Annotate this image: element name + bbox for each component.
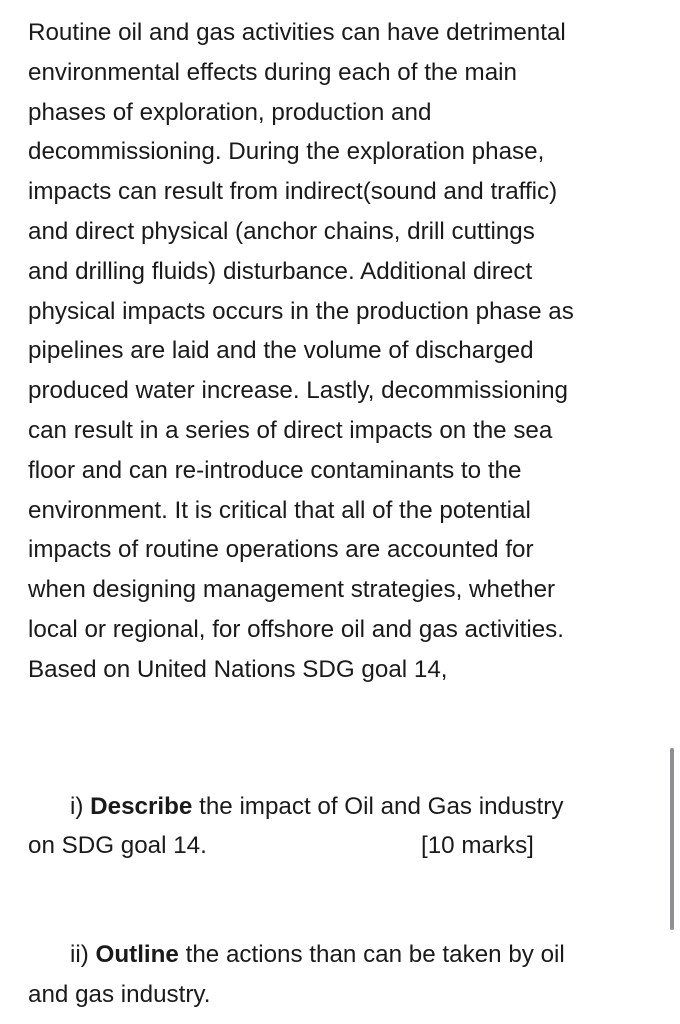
- spacer: [28, 690, 668, 787]
- passage-line: and direct physical (anchor chains, drill cuttings: [28, 217, 535, 245]
- passage-line: when designing management strategies, whether: [28, 576, 556, 604]
- question-1-line-2: [28, 826, 668, 866]
- passage: [28, 13, 668, 690]
- question-1-text: the impact of Oil and Gas industry: [199, 792, 564, 820]
- question-1-line-1: [28, 787, 668, 827]
- question-2-keyword: Outline: [95, 941, 179, 969]
- question-2: [28, 935, 668, 1015]
- document-body: [28, 13, 668, 1015]
- passage-line: environment. It is critical that all of the potential: [28, 496, 531, 524]
- question-2-line-1: [28, 935, 668, 975]
- question-1-keyword: Describe: [90, 792, 193, 820]
- question-1-number: i): [70, 792, 84, 820]
- passage-line: Routine oil and gas activities can have detrimental: [28, 19, 566, 46]
- vertical-scrollbar[interactable]: [670, 748, 674, 930]
- passage-line: can result in a series of direct impacts on the sea: [28, 416, 553, 444]
- question-2-line-2: and gas industry.: [28, 980, 211, 1008]
- passage-line: local or regional, for offshore oil and gas activities.: [28, 615, 564, 643]
- passage-line: pipelines are laid and the volume of discharged: [28, 337, 534, 365]
- passage-line: environmental effects during each of the main: [28, 58, 517, 86]
- passage-line: Based on United Nations SDG goal 14,: [28, 655, 448, 683]
- passage-line: impacts can result from indirect(sound and traffic): [28, 178, 558, 206]
- question-1: [28, 787, 668, 867]
- spacer: [28, 866, 668, 935]
- passage-line: decommissioning. During the exploration phase,: [28, 138, 545, 166]
- passage-line: impacts of routine operations are accounted for: [28, 536, 534, 564]
- question-1-marks: [10 marks]: [421, 832, 534, 860]
- passage-line: physical impacts occurs in the production phase as: [28, 297, 574, 325]
- passage-line: produced water increase. Lastly, decommissioning: [28, 377, 569, 405]
- passage-line: floor and can re-introduce contaminants to the: [28, 456, 522, 484]
- question-1-text-continued: on SDG goal 14.: [28, 832, 207, 860]
- question-2-number: ii): [70, 941, 89, 969]
- passage-line: and drilling fluids) disturbance. Additional direct: [28, 257, 533, 285]
- passage-line: phases of exploration, production and: [28, 98, 432, 126]
- question-2-text: the actions than can be taken by oil: [185, 941, 565, 969]
